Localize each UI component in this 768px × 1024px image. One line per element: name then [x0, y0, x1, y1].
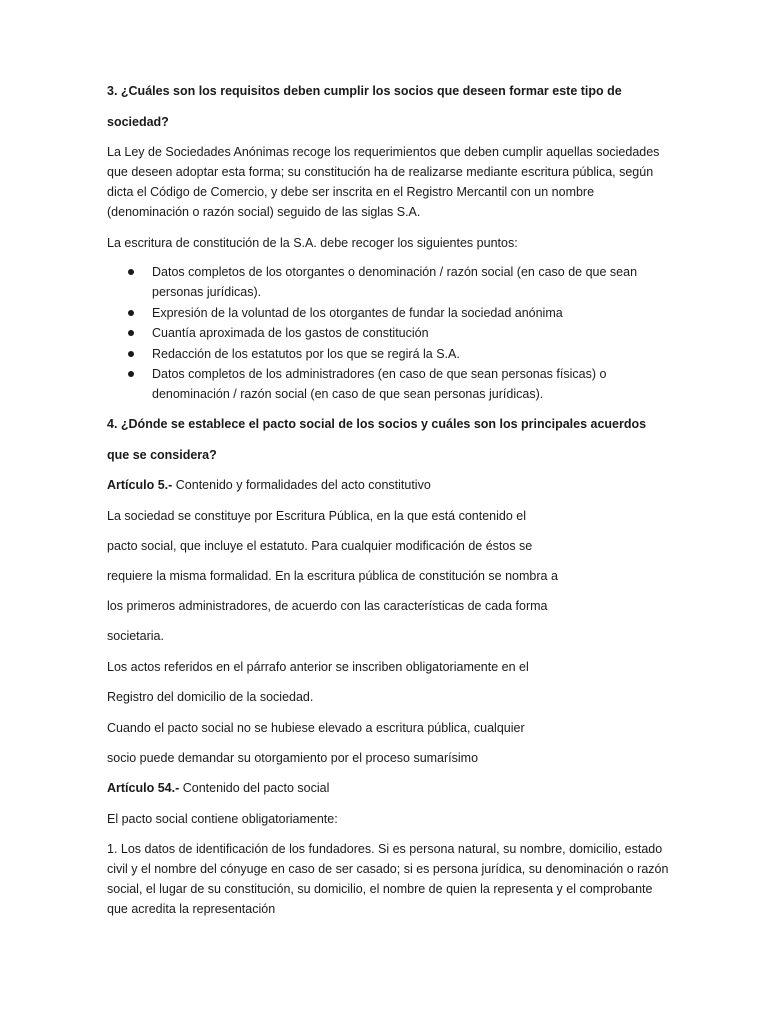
article-5-line: socio puede demandar su otorgamiento por el proceso sumarísimo: [107, 751, 479, 765]
article-54-label: Artículo 54.-: [107, 781, 180, 795]
question-3-title-line2: sociedad?: [107, 115, 169, 129]
article-54-title: Contenido del pacto social: [179, 781, 330, 795]
bullet-icon: [128, 330, 134, 336]
article-54-item-line: que acredita la representación: [107, 902, 276, 916]
article-5-line: pacto social, que incluye el estatuto. Para cualquier modificación de éstos se: [107, 539, 533, 553]
bullet-item-line: personas jurídicas).: [152, 285, 262, 299]
q3-paragraph-line: que deseen adoptar esta forma; su constitución ha de realizarse mediante escritura pública, según: [107, 165, 654, 179]
bullet-item-line: denominación / razón social (en caso de que sean personas jurídicas).: [152, 387, 544, 401]
bullet-item-line: Datos completos de los otorgantes o denominación / razón social (en caso de que sean: [152, 265, 638, 279]
article-5-line: societaria.: [107, 629, 164, 643]
article-5-label: Artículo 5.-: [107, 478, 173, 492]
q3-list-intro: La escritura de constitución de la S.A. debe recoger los siguientes puntos:: [107, 236, 518, 250]
q3-paragraph-line: (denominación o razón social) seguido de las siglas S.A.: [107, 205, 421, 219]
question-3-title-line1: 3. ¿Cuáles son los requisitos deben cumplir los socios que deseen formar este tipo de: [107, 84, 622, 98]
article-54-item-line: civil y el nombre del cónyuge en caso de ser casado; si es persona jurídica, su denominación o razón: [107, 862, 669, 876]
article-5-heading: [107, 475, 431, 495]
q3-paragraph-line: La Ley de Sociedades Anónimas recoge los requerimientos que deben cumplir aquellas sociedades: [107, 145, 660, 159]
bullet-item-line: Expresión de la voluntad de los otorgantes de fundar la sociedad anónima: [152, 306, 563, 320]
bullet-item-line: Datos completos de los administradores (en caso de que sean personas físicas) o: [152, 367, 607, 381]
article-5-line: los primeros administradores, de acuerdo con las características de cada forma: [107, 599, 548, 613]
article-54-intro: El pacto social contiene obligatoriamente:: [107, 812, 338, 826]
bullet-icon: [128, 351, 134, 357]
article-54-heading: [107, 778, 329, 798]
article-54-item-line: social, el lugar de su constitución, su domicilio, el nombre de quien la representa y el comprobante: [107, 882, 653, 896]
q3-paragraph-line: dicta el Código de Comercio, y debe ser inscrita en el Registro Mercantil con un nombre: [107, 185, 595, 199]
article-54-item-line: 1. Los datos de identificación de los fundadores. Si es persona natural, su nombre, domicilio, estado: [107, 842, 663, 856]
article-5-line: Los actos referidos en el párrafo anterior se inscriben obligatoriamente en el: [107, 660, 529, 674]
bullet-icon: [128, 371, 134, 377]
article-5-line: Cuando el pacto social no se hubiese elevado a escritura pública, cualquier: [107, 721, 525, 735]
bullet-icon: [128, 269, 134, 275]
bullet-item-line: Redacción de los estatutos por los que se regirá la S.A.: [152, 347, 460, 361]
article-5-line: requiere la misma formalidad. En la escritura pública de constitución se nombra a: [107, 569, 558, 583]
question-4-title-line1: 4. ¿Dónde se establece el pacto social de los socios y cuáles son los principales acuerdos: [107, 417, 647, 431]
article-5-line: Registro del domicilio de la sociedad.: [107, 690, 314, 704]
bullet-item-line: Cuantía aproximada de los gastos de constitución: [152, 326, 429, 340]
article-5-line: La sociedad se constituye por Escritura Pública, en la que está contenido el: [107, 509, 527, 523]
question-4-title-line2: que se considera?: [107, 448, 217, 462]
bullet-icon: [128, 310, 134, 316]
article-5-title: Contenido y formalidades del acto constitutivo: [172, 478, 431, 492]
